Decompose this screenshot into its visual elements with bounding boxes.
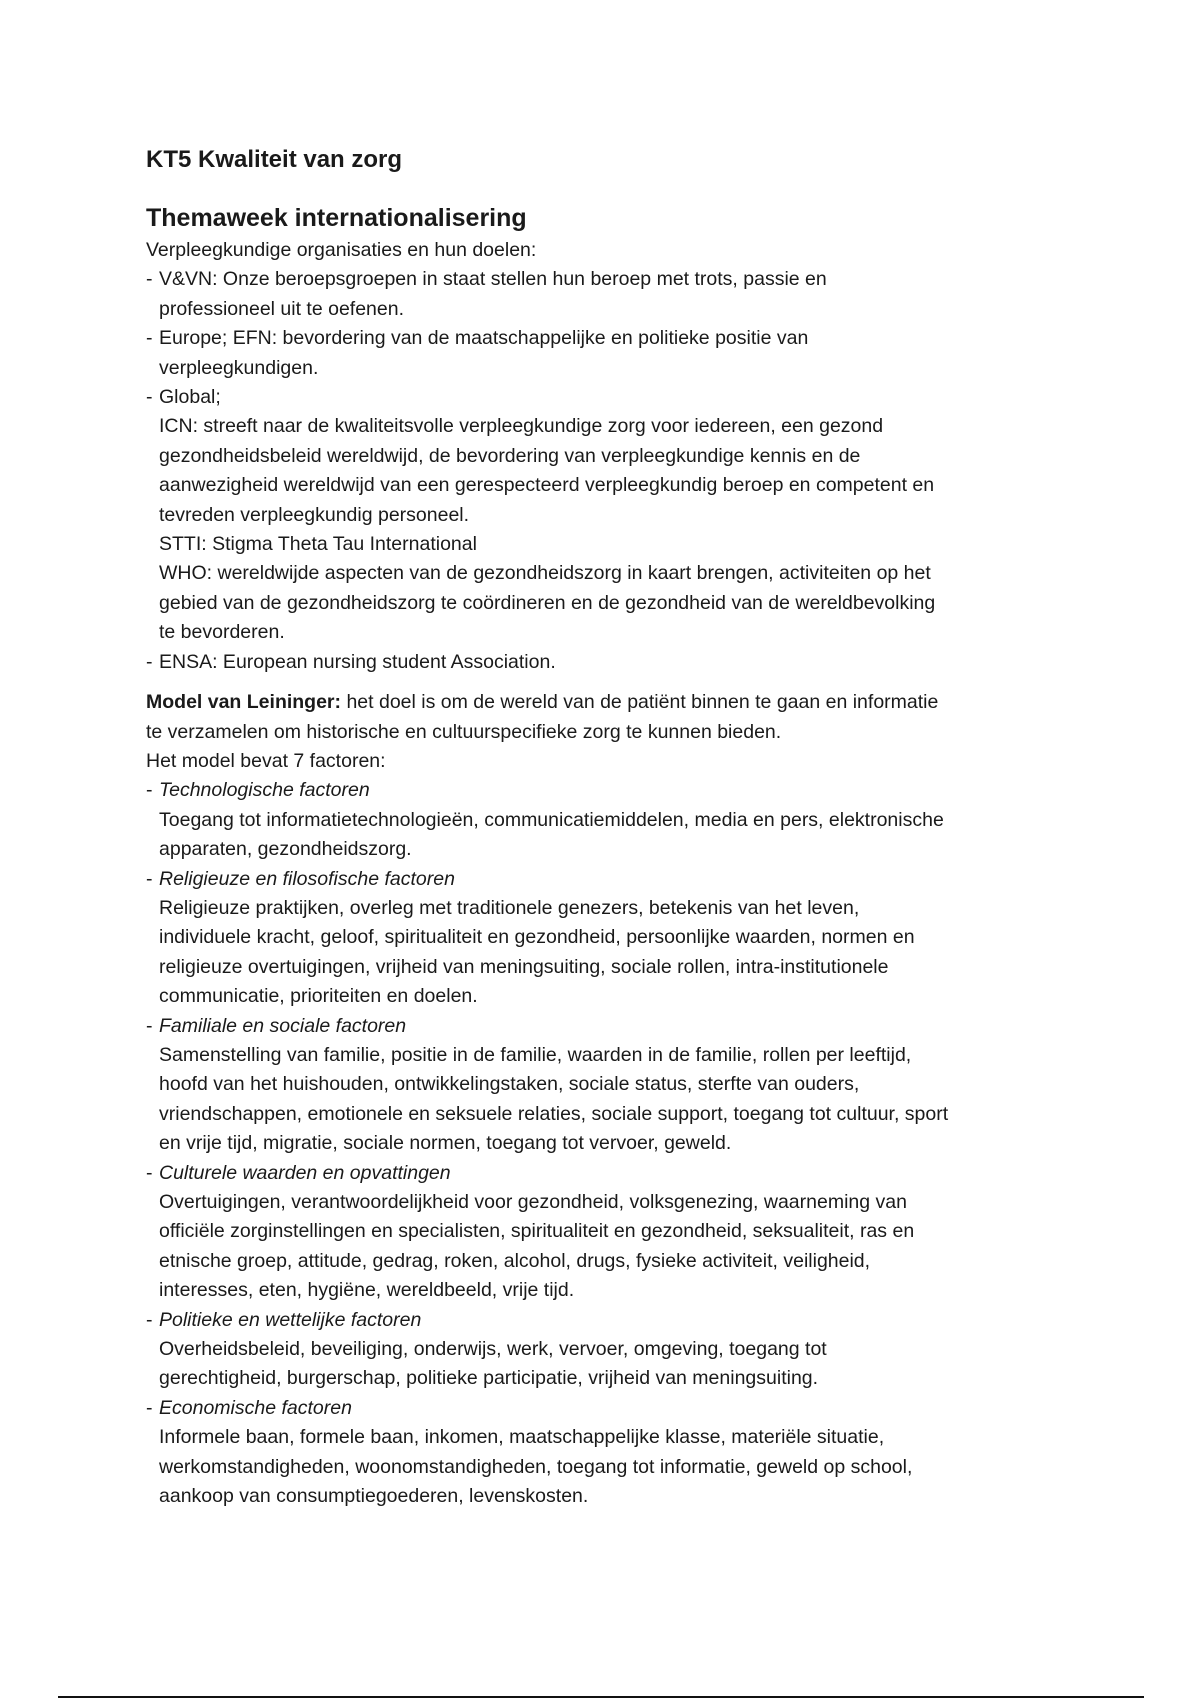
list-item-text: Europe; EFN: bevordering van de maatschappelijke en politieke positie van [159, 327, 809, 350]
factor-description: Toegang tot informatietechnologieën, communicatiemiddelen, media en pers, elektronische [159, 808, 944, 831]
footer-divider [58, 1696, 1144, 1698]
factor-description: etnische groep, attitude, gedrag, roken, alcohol, drugs, fysieke activiteit, veiligheid, [159, 1249, 871, 1272]
leininger-lead [146, 688, 1086, 717]
factor-item [146, 1394, 1086, 1512]
factor-description: gerechtigheid, burgerschap, politieke participatie, vrijheid van meningsuiting. [159, 1367, 819, 1390]
factor-description: communicatie, prioriteiten en doelen. [159, 985, 478, 1008]
section-heading-internationalisering: Themaweek internationalisering [146, 204, 527, 232]
who-text: gebied van de gezondheidszorg te coördineren en de gezondheid van de wereldbevolking [159, 591, 936, 614]
list-item-ensa [146, 648, 1086, 677]
factor-item [146, 865, 1086, 1012]
factor-name: Politieke en wettelijke factoren [159, 1308, 422, 1331]
factor-description: Overheidsbeleid, beveiliging, onderwijs, werk, vervoer, omgeving, toegang tot [159, 1338, 827, 1361]
bullet-dash: - [146, 1014, 153, 1037]
leininger-lead-bold: Model van Leininger: [146, 691, 342, 714]
factor-description: Religieuze praktijken, overleg met traditionele genezers, betekenis van het leven, [159, 896, 860, 919]
list-item-text: professioneel uit te oefenen. [159, 297, 405, 320]
stti-text: STTI: Stigma Theta Tau International [159, 533, 477, 556]
list-item-text: verpleegkundigen. [159, 356, 319, 379]
icn-text: gezondheidsbeleid wereldwijd, de bevordering van verpleegkundige kennis en de [159, 444, 861, 467]
factor-item [146, 1306, 1086, 1394]
factor-name: Technologische factoren [159, 779, 370, 802]
factor-description: Samenstelling van familie, positie in de familie, waarden in de familie, rollen per leeftijd, [159, 1043, 912, 1066]
icn-text: ICN: streeft naar de kwaliteitsvolle verpleegkundige zorg voor iedereen, een gezond [159, 415, 884, 438]
factor-description: officiële zorginstellingen en specialisten, spiritualiteit en gezondheid, seksualiteit, ras en [159, 1220, 915, 1243]
factor-list [146, 776, 1086, 1511]
factor-item [146, 1159, 1086, 1306]
icn-text: aanwezigheid wereldwijd van een gerespecteerd verpleegkundig beroep en competent en [159, 474, 935, 497]
factor-description: werkomstandigheden, woonomstandigheden, toegang tot informatie, geweld op school, [159, 1455, 913, 1478]
factor-description: Overtuigingen, verantwoordelijkheid voor gezondheid, volksgenezing, waarneming van [159, 1191, 907, 1213]
factor-description: en vrije tijd, migratie, sociale normen, toegang tot vervoer, geweld. [159, 1132, 732, 1155]
factor-description: religieuze overtuigingen, vrijheid van meningsuiting, sociale rollen, intra-institutionele [159, 955, 889, 978]
leininger-lead-line2: te verzamelen om historische en cultuurspecifieke zorg te kunnen bieden. [146, 720, 782, 743]
factor-description: aankoop van consumptiegoederen, levenskosten. [159, 1485, 589, 1508]
document-title: KT5 Kwaliteit van zorg [146, 146, 403, 173]
list-item-text: ENSA: European nursing student Association. [159, 650, 556, 673]
factor-name: Familiale en sociale factoren [159, 1014, 407, 1037]
bullet-dash: - [146, 268, 153, 291]
factor-description: interesses, eten, hygiëne, wereldbeeld, vrije tijd. [159, 1279, 575, 1302]
bullet-dash: - [146, 1396, 153, 1419]
bullet-dash: - [146, 386, 153, 409]
who-text: WHO: wereldwijde aspecten van de gezondheidszorg in kaart brengen, activiteiten op het [159, 562, 931, 585]
factor-description: hoofd van het huishouden, ontwikkelingstaken, sociale status, sterfte van ouders, [159, 1073, 860, 1096]
factor-name: Culturele waarden en opvattingen [159, 1161, 451, 1184]
leininger-lead-rest: het doel is om de wereld van de patiënt binnen te gaan en informatie [341, 691, 939, 714]
list-item-text: V&VN: Onze beroepsgroepen in staat stellen hun beroep met trots, passie en [159, 268, 827, 291]
icn-text: tevreden verpleegkundig personeel. [159, 503, 470, 526]
factor-intro: Het model bevat 7 factoren: [146, 749, 386, 772]
list-item-efn [146, 324, 1086, 383]
factor-description: apparaten, gezondheidszorg. [159, 838, 412, 861]
list-item-text: Global; [159, 386, 221, 409]
organisations-intro: Verpleegkundige organisaties en hun doelen: [146, 239, 537, 261]
list-item-global [146, 383, 1086, 648]
paragraph-spacer [146, 677, 1086, 688]
document-page [146, 140, 1086, 1511]
bullet-dash: - [146, 327, 153, 350]
factor-item [146, 776, 1086, 864]
factor-name: Economische factoren [159, 1396, 352, 1419]
factor-description: individuele kracht, geloof, spiritualiteit en gezondheid, persoonlijke waarden, normen en [159, 926, 915, 949]
factor-item [146, 1012, 1086, 1159]
factor-name: Religieuze en filosofische factoren [159, 867, 455, 890]
bullet-dash: - [146, 650, 153, 673]
bullet-dash: - [146, 867, 153, 890]
bullet-dash: - [146, 779, 153, 802]
bullet-dash: - [146, 1161, 153, 1184]
bullet-dash: - [146, 1308, 153, 1331]
list-item-vvn [146, 265, 1086, 324]
factor-description: vriendschappen, emotionele en seksuele relaties, sociale support, toegang tot cultuur, sport [159, 1102, 949, 1125]
who-text: te bevorderen. [159, 621, 285, 644]
factor-description: Informele baan, formele baan, inkomen, maatschappelijke klasse, materiële situatie, [159, 1426, 885, 1449]
